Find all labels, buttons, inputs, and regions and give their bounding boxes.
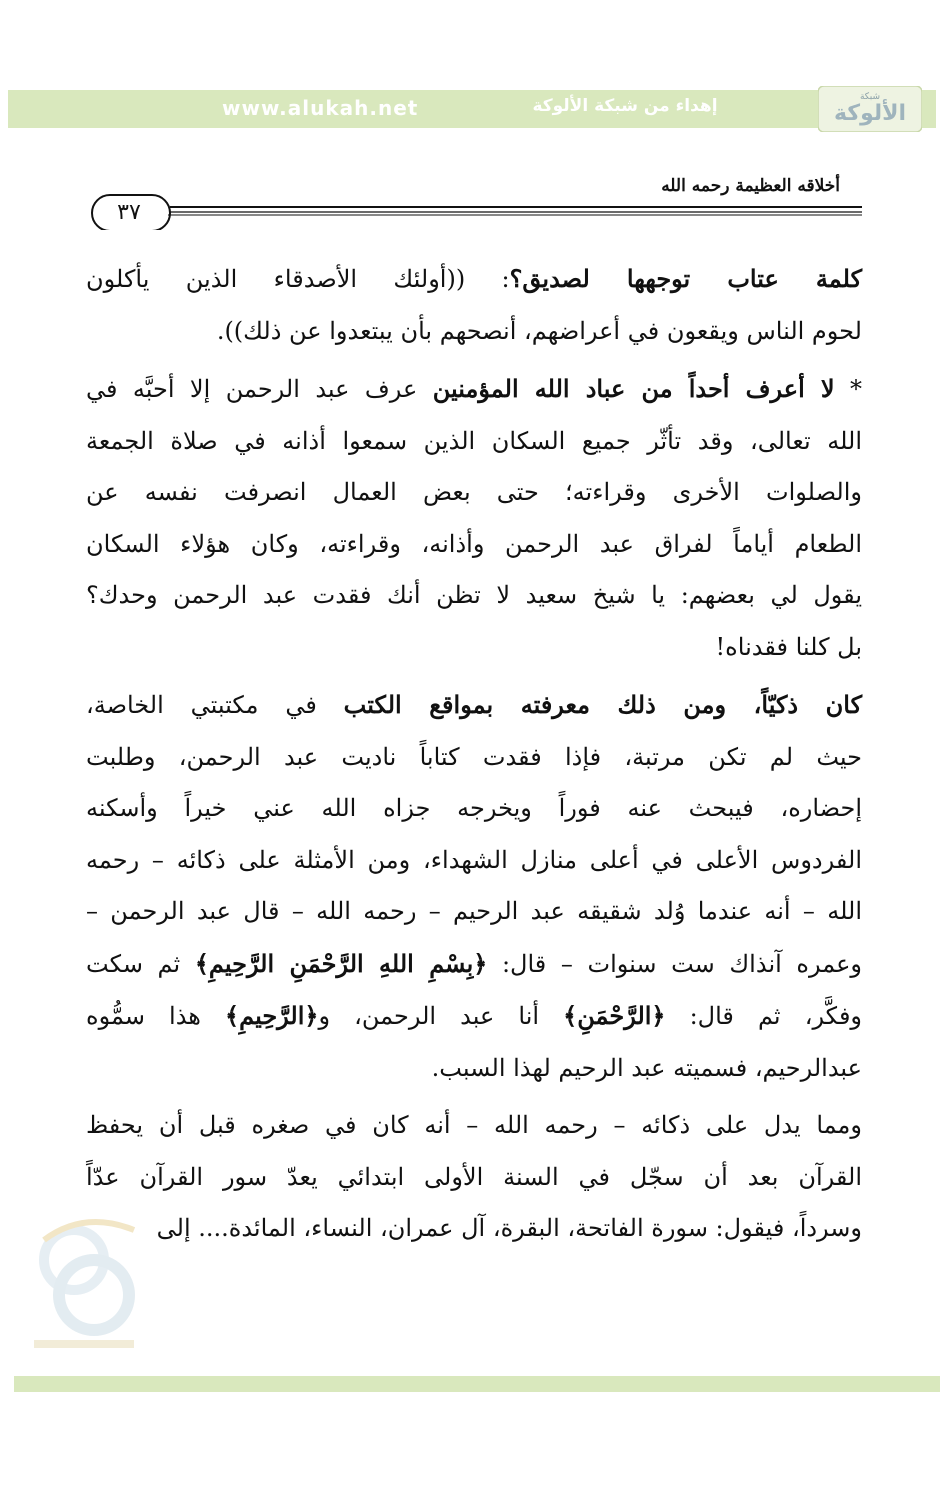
text-segment: عبدالرحيم، فسميته عبد الرحيم لهذا السبب. (431, 1053, 862, 1082)
text-line (86, 1100, 862, 1152)
bold-segment: لا أعرف أحداً من عباد الله المؤمنين (432, 374, 835, 403)
text-segment: لحوم الناس ويقعون في أعراضهم، أنصحهم بأن يبتعدوا عن ذلك)). (216, 316, 862, 345)
text-segment: في مكتبتي الخاصة، (86, 691, 344, 719)
text-line (86, 467, 862, 519)
logo-small-text: شبكة (859, 92, 881, 102)
website-url[interactable]: www.alukah.net (222, 96, 419, 120)
text-segment: إحضاره، فيبحث عنه فوراً ويخرجه جزاه الله عني خيراً وأسكنه (86, 794, 862, 822)
text-line (86, 253, 862, 306)
page-number: ٣٧ (117, 200, 141, 225)
text-segment: بل كلنا فقدناه! (715, 632, 862, 661)
text-line (86, 1043, 862, 1095)
text-line (86, 570, 862, 622)
text-line (86, 416, 862, 468)
text-segment: وسرداً، فيقول: سورة الفاتحة، البقرة، آل عمران، النساء، المائدة.... إلى (156, 1214, 862, 1242)
text-segment: الله – أنه عندما وُلد شقيقه عبد الرحيم – رحمه الله – قال عبد الرحمن – (86, 897, 862, 925)
text-line (86, 306, 862, 358)
text-line (86, 363, 862, 416)
text-segment: الفردوس الأعلى في أعلى منازل الشهداء، ومن الأمثلة على ذكائه – رحمه (86, 845, 862, 874)
text-segment: ثم سكت (86, 949, 195, 978)
text-segment: عرف عبد الرحمن إلا أحبَّه في (86, 375, 433, 403)
text-line (86, 679, 862, 732)
bold-segment: ﴿بِسْمِ اللهِ الرَّحْمَنِ الرَّحِيمِ﴾ (194, 948, 488, 978)
text-line (86, 835, 862, 887)
text-segment: هذا سمُّوه (86, 1002, 226, 1030)
text-segment: : ((أولئك الأصدقاء الذين يأكلون (86, 265, 510, 293)
text-line (86, 783, 862, 835)
text-segment: أنا عبد الرحمن، و (318, 1002, 564, 1030)
paragraph (86, 253, 862, 357)
text-line (86, 519, 862, 571)
body-text (86, 253, 862, 1255)
text-segment: الطعام أياماً لفراق عبد الرحمن وأذانه، وقراءته، وكان هؤلاء السكان (86, 529, 862, 558)
bold-segment: ﴿الرَّحِيمِ﴾ (225, 1001, 319, 1030)
text-line (86, 1203, 862, 1255)
book-title: أخلاقه العظيمة رحمه الله (661, 176, 840, 196)
text-segment: * (834, 375, 862, 403)
text-segment: حيث لم تكن مرتبة، فإذا فقدت كتاباً ناديت عبد الرحمن، وطلبت (86, 742, 862, 771)
text-line (86, 886, 862, 938)
text-line (86, 732, 862, 784)
bold-segment: ﴿الرَّحْمَنِ﴾ (563, 1001, 666, 1030)
paragraph (86, 679, 862, 1094)
text-line (86, 938, 862, 991)
text-segment: ومما يدل على ذكائه – رحمه الله – أنه كان في صغره قبل أن يحفظ (86, 1111, 862, 1139)
top-banner (8, 90, 936, 128)
paragraph (86, 363, 862, 673)
text-segment: وفكَّر، ثم قال: (665, 1002, 863, 1030)
logo-main-text: الألوكة (833, 101, 907, 126)
bold-segment: كان ذكيّاً، ومن ذلك معرفته بمواقع الكتب (343, 690, 862, 719)
text-segment: الله تعالى، وقد تأثّر جميع السكان الذين سمعوا أذانه في صلاة الجمعة (86, 426, 862, 455)
text-line (86, 1152, 862, 1204)
alukah-logo-icon (818, 86, 922, 132)
gift-text: إهداء من شبكة الألوكة (532, 96, 718, 116)
bold-segment: كلمة عتاب توجهها لصديق؟ (509, 264, 863, 293)
text-line (86, 990, 862, 1043)
paragraph (86, 1100, 862, 1255)
watermark-logo-icon (24, 1200, 144, 1360)
text-line (86, 622, 862, 674)
text-segment: والصلوات الأخرى وقراءته؛ حتى بعض العمال انصرفت نفسه عن (86, 478, 862, 506)
text-segment: وعمره آنذاك ست سنوات – قال: (487, 949, 863, 978)
text-segment: القرآن بعد أن سجّل في السنة الأولى ابتدائي يعدّ سور القرآن عدّاً (86, 1162, 862, 1191)
text-segment: يقول لي بعضهم: يا شيخ سعيد لا تظن أنك فقدت عبد الرحمن وحدك؟ (86, 581, 862, 609)
footer-band (14, 1376, 940, 1392)
